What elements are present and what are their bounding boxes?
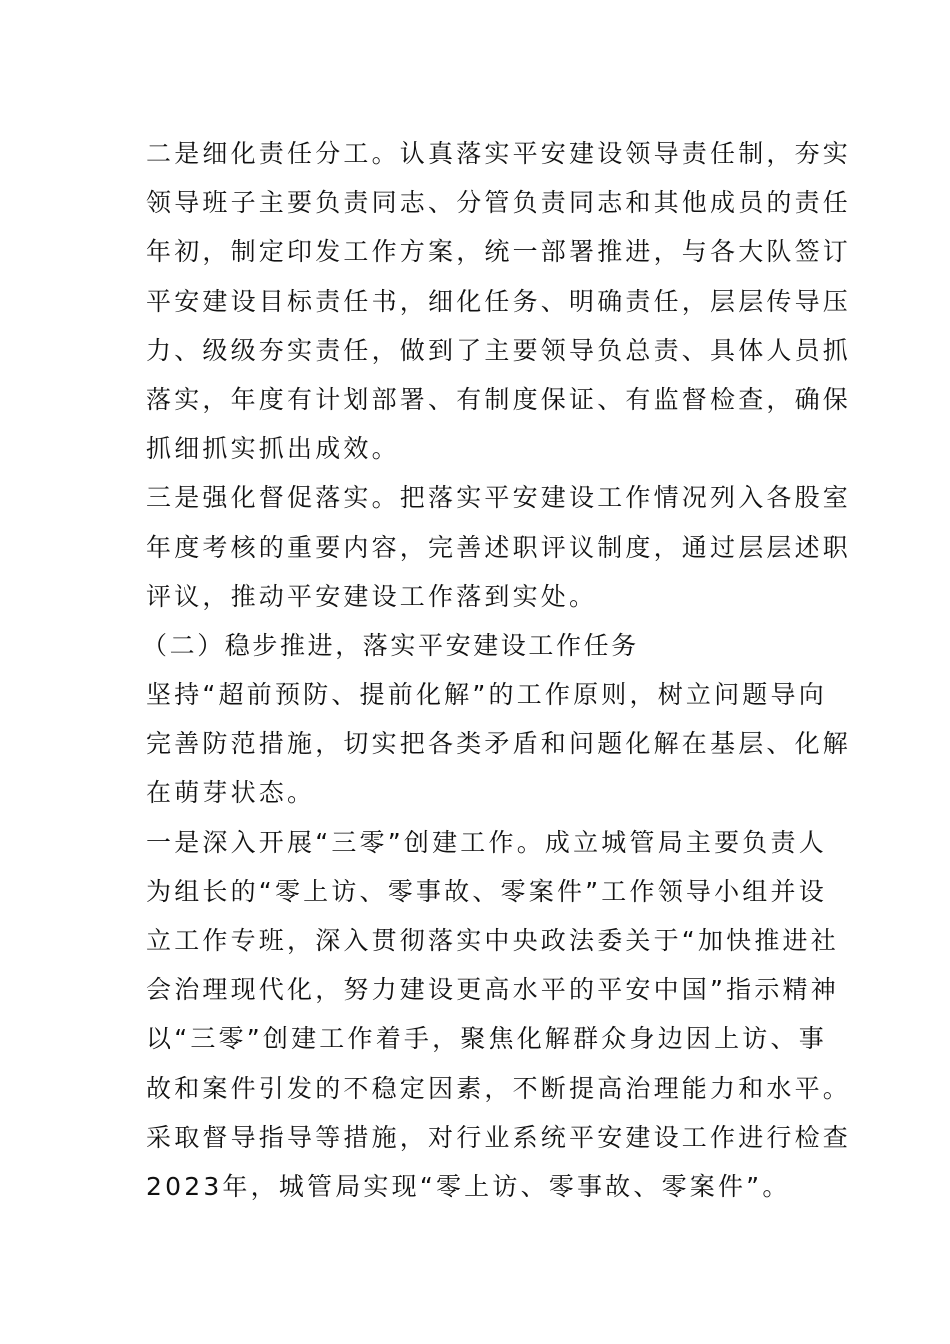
paragraph-line: 故和案件引发的不稳定因素，不断提高治理能力和水平。: [146, 1073, 852, 1103]
paragraph-line: 会治理现代化，努力建设更高水平的平安中国”指示精神: [146, 975, 839, 1005]
paragraph-line: 坚持“超前预防、提前化解”的工作原则，树立问题导向: [146, 680, 827, 710]
paragraph-line: 采取督导指导等措施，对行业系统平安建设工作进行检查: [146, 1122, 852, 1152]
paragraph-line: 年度考核的重要内容，完善述职评议制度，通过层层述职: [146, 532, 852, 562]
paragraph-line: 落实，年度有计划部署、有制度保证、有监督检查，确保: [146, 384, 852, 414]
paragraph-line: 完善防范措施，切实把各类矛盾和问题化解在基层、化解: [146, 729, 852, 759]
paragraph-line: 为组长的“零上访、零事故、零案件”工作领导小组并设: [146, 876, 827, 906]
paragraph-line: 年初，制定印发工作方案，统一部署推进，与各大队签订: [146, 237, 852, 267]
paragraph-line: 在萌芽状态。: [146, 778, 316, 808]
paragraph-line: 一是深入开展“三零”创建工作。成立城管局主要负责人: [146, 827, 827, 857]
paragraph-line: 领导班子主要负责同志、分管负责同志和其他成员的责任: [146, 188, 852, 218]
paragraph-line: 2023年，城管局实现“零上访、零事故、零案件”。: [146, 1171, 791, 1201]
document-body: [142, 129, 852, 1211]
paragraph-line: 立工作专班，深入贯彻落实中央政法委关于“加快推进社: [146, 926, 839, 955]
paragraph-line: 评议，推动平安建设工作落到实处。: [146, 581, 598, 611]
paragraph-line: 以“三零”创建工作着手，聚焦化解群众身边因上访、事: [146, 1024, 827, 1054]
paragraph-line: 二是细化责任分工。认真落实平安建设领导责任制，夯实: [146, 139, 852, 168]
paragraph-line: 平安建设目标责任书，细化任务、明确责任，层层传导压: [146, 286, 852, 316]
paragraph-line: 抓细抓实抓出成效。: [146, 434, 400, 464]
paragraph-line: 三是强化督促落实。把落实平安建设工作情况列入各股室: [146, 483, 852, 513]
section-heading: （二）稳步推进，落实平安建设工作任务: [142, 630, 639, 660]
paragraph-line: 力、级级夯实责任，做到了主要领导负总责、具体人员抓: [146, 335, 852, 365]
